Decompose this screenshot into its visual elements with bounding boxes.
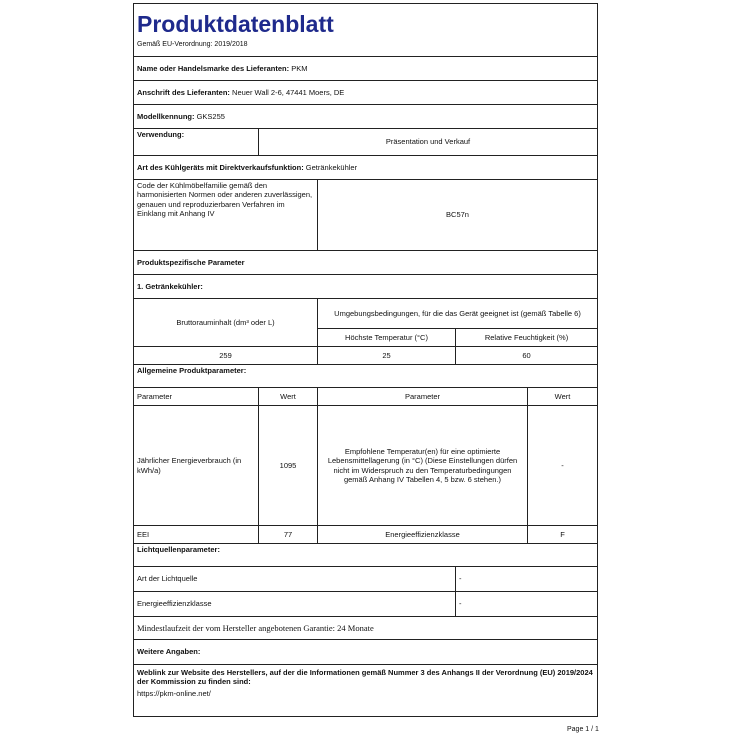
max-temp-label: Höchste Temperatur (°C) — [318, 329, 456, 347]
appliance-type-row — [134, 156, 598, 180]
light-type-label: Art der Lichtquelle — [134, 567, 456, 592]
light-type-value: - — [456, 567, 598, 592]
product-data-sheet — [133, 3, 597, 717]
usage-value: Präsentation und Verkauf — [259, 129, 598, 156]
humidity-label: Relative Feuchtigkeit (%) — [456, 329, 598, 347]
eei-value: 77 — [259, 526, 318, 544]
supplier-address-row — [134, 81, 598, 105]
appliance-type-value: Getränkekühler — [305, 162, 358, 172]
recommended-temp-value: - — [528, 406, 598, 526]
ambient-conditions-label: Umgebungsbedingungen, für die das Gerät geeignet ist (gemäß Tabelle 6) — [318, 299, 598, 329]
general-params-heading: Allgemeine Produktparameter: — [134, 365, 598, 388]
efficiency-class-value: F — [528, 526, 598, 544]
col-header-value: Wert — [259, 388, 318, 406]
model-value: GKS255 — [196, 111, 225, 121]
light-class-value: - — [456, 592, 598, 617]
supplier-address-value: Neuer Wall 2-6, 47441 Moers, DE — [232, 87, 345, 97]
humidity-value: 60 — [456, 347, 598, 365]
light-params-heading: Lichtquellenparameter: — [134, 544, 598, 567]
recommended-temp-label: Empfohlene Temperatur(en) für eine optimierte Lebensmittellagerung (in °C) (Diese Einstellungen dürfen nicht im Widerspruch zu den Temperaturbedingungen gemäß Anhang IV Tabellen 4, 5 bzw. 6 stehen.) — [318, 406, 528, 526]
model-row — [134, 105, 598, 129]
cooler-heading: 1. Getränkekühler: — [134, 275, 598, 299]
col-header-parameter: Parameter — [134, 388, 259, 406]
energy-consumption-label: Jährlicher Energieverbrauch (in kWh/a) — [134, 406, 259, 526]
volume-label: Bruttorauminhalt (dm³ oder L) — [134, 299, 318, 347]
specific-params-heading: Produktspezifische Parameter — [134, 251, 598, 275]
sheet-title: Produktdatenblatt — [137, 10, 334, 37]
appliance-type-label: Art des Kühlgeräts mit Direktverkaufsfunktion: — [137, 162, 304, 172]
guarantee-text: Mindestlaufzeit der vom Hersteller angebotenen Garantie: 24 Monate — [134, 617, 598, 640]
family-code-label: Code der Kühlmöbelfamilie gemäß den harmonisierten Normen oder anderen zuverlässigen, genauen und reproduzierbaren Verfahren im Einklang mit Anhang IV — [134, 180, 318, 251]
further-info-heading: Weitere Angaben: — [134, 640, 598, 665]
volume-value: 259 — [134, 347, 318, 365]
header-cell — [134, 4, 598, 57]
model-label: Modellkennung: — [137, 111, 195, 121]
eei-label: EEI — [134, 526, 259, 544]
energy-consumption-value: 1095 — [259, 406, 318, 526]
supplier-address-label: Anschrift des Lieferanten: — [137, 87, 230, 97]
efficiency-class-label: Energieeffizienzklasse — [318, 526, 528, 544]
col-header-value-2: Wert — [528, 388, 598, 406]
supplier-name-row — [134, 57, 598, 81]
manufacturer-weblink[interactable]: https://pkm-online.net/ — [137, 688, 211, 698]
weblink-cell — [134, 665, 598, 717]
max-temp-value: 25 — [318, 347, 456, 365]
regulation-subtitle: Gemäß EU-Verordnung: 2019/2018 — [137, 41, 248, 49]
supplier-name-label: Name oder Handelsmarke des Lieferanten: — [137, 63, 290, 73]
weblink-label: Weblink zur Website des Herstellers, auf der die Informationen gemäß Nummer 3 des Anhangs II der Verordnung (EU) 2019/2024 der Kommission zu finden sind: — [137, 668, 593, 687]
page-number: Page 1 / 1 — [567, 726, 599, 733]
light-class-label: Energieeffizienzklasse — [134, 592, 456, 617]
usage-label: Verwendung: — [134, 129, 259, 156]
data-sheet-table — [133, 3, 598, 717]
family-code-value: BC57n — [318, 180, 598, 251]
supplier-name-value: PKM — [291, 63, 308, 73]
col-header-parameter-2: Parameter — [318, 388, 528, 406]
